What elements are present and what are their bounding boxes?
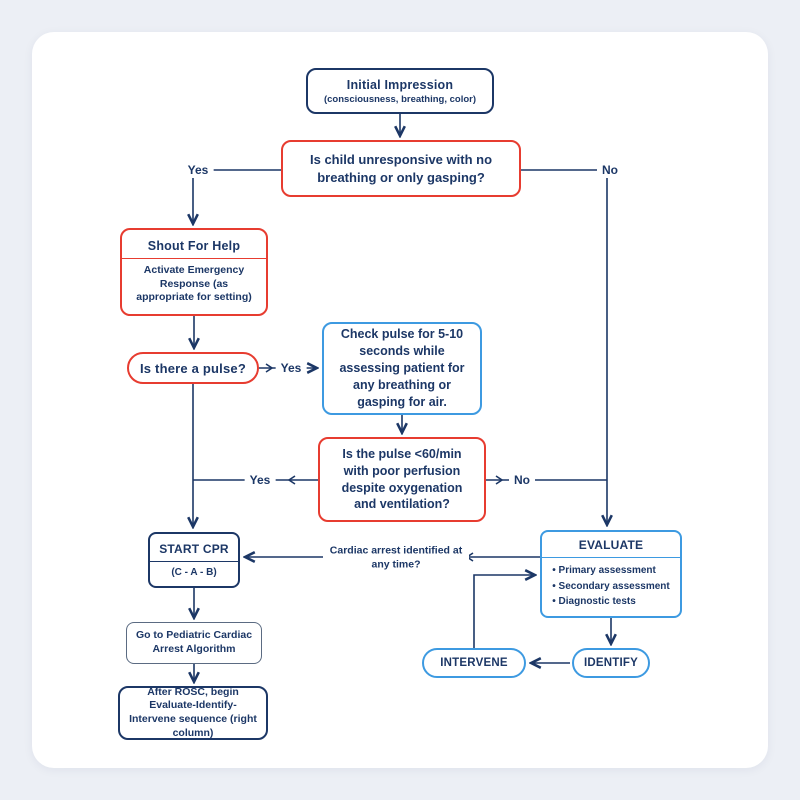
initial-impression-title: Initial Impression xyxy=(346,77,454,92)
node-low-pulse-question xyxy=(318,437,486,522)
evaluate-title: EVALUATE xyxy=(578,538,644,553)
shout-for-help-title: Shout For Help xyxy=(147,239,241,254)
shout-for-help-divider xyxy=(122,258,266,259)
evaluate-bullet-list xyxy=(546,563,675,610)
low-pulse-question-text: Is the pulse <60/min with poor perfusion despite oxygenation and ventilation? xyxy=(341,446,463,512)
node-after-rosc xyxy=(118,686,268,740)
after-rosc-text: After ROSC, begin Evaluate-Identify-Intervene sequence (right column) xyxy=(129,685,257,739)
node-go-to-algorithm xyxy=(126,622,262,664)
node-intervene xyxy=(422,648,526,678)
start-cpr-divider xyxy=(150,561,238,562)
node-check-pulse xyxy=(322,322,482,415)
start-cpr-subtitle: (C - A - B) xyxy=(171,567,217,578)
shout-for-help-body: Activate Emergency Response (as appropriate for setting) xyxy=(136,264,252,304)
node-start-cpr xyxy=(148,532,240,588)
pulse-question-text: Is there a pulse? xyxy=(140,360,246,376)
cardiac-arrest-note: Cardiac arrest identified at any time? xyxy=(323,542,469,573)
evaluate-bullet: • Primary assessment xyxy=(552,563,669,579)
unresponsive-question-text: Is child unresponsive with no breathing or only gasping? xyxy=(309,151,493,185)
edge-label-low-pulse-no: No xyxy=(509,472,535,488)
identify-label: IDENTIFY xyxy=(584,657,638,669)
node-evaluate xyxy=(540,530,682,618)
evaluate-bullet: • Diagnostic tests xyxy=(552,594,669,610)
node-identify xyxy=(572,648,650,678)
evaluate-divider xyxy=(542,557,680,558)
evaluate-bullet: • Secondary assessment xyxy=(552,579,669,595)
edge-label-low-pulse-yes: Yes xyxy=(245,472,276,488)
edge-label-unresponsive-no: No xyxy=(597,162,623,178)
node-pulse-question xyxy=(127,352,259,384)
go-to-algorithm-text: Go to Pediatric Cardiac Arrest Algorithm xyxy=(135,629,253,655)
edge-label-unresponsive-yes: Yes xyxy=(183,162,214,178)
initial-impression-subtitle: (consciousness, breathing, color) xyxy=(323,93,477,105)
node-initial-impression xyxy=(306,68,494,114)
check-pulse-text: Check pulse for 5-10 seconds while assessing patient for any breathing or gasping for air. xyxy=(339,327,465,409)
node-unresponsive-question xyxy=(281,140,521,197)
edge-label-pulse-yes: Yes xyxy=(276,360,307,376)
intervene-label: INTERVENE xyxy=(440,657,508,669)
node-shout-for-help xyxy=(120,228,268,316)
start-cpr-title: START CPR xyxy=(159,542,229,556)
